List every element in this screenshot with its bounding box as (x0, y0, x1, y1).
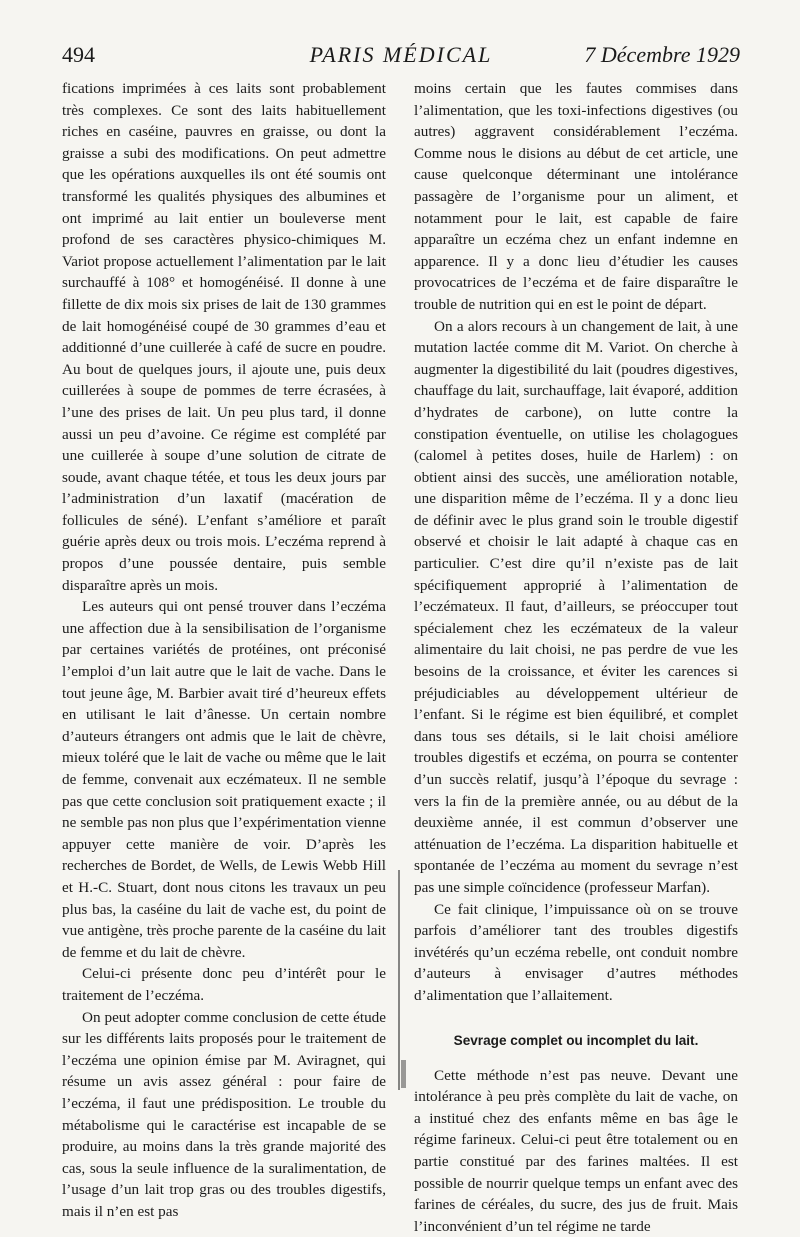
left-column (62, 78, 386, 1222)
left-paragraph-1: fications imprimées à ces laits sont probablement très complexes. Ce sont des laits habituellement riches en caséine, pauvres en graisse, ou dont la graisse a subi des modifications. On peut admettre que les opérations auxquelles ils ont été soumis ont transformé les qualités physiques des albumines et ont imprimé au lait entier un bouleverse ment profond de ses caractères physico-chimiques M. Variot propose actuellement l’alimentation par le lait surchauffé à 108° et homogénéisé. Il donne à une fillette de dix mois six prises de lait de 130 grammes de lait homogénéisé coupé de 30 grammes d’eau et additionné d’une cuillerée à café de sucre en poudre. Au bout de quelques jours, il ajoute une, puis deux cuillerées à soupe de pommes de terre écrasées, à l’une des prises de lait. Un peu plus tard, il donne aussi un peu d’avoine. Ce régime est complété par une cuillerée à soupe d’une solution de citrate de soude, avant chaque tétée, et tous les deux jours par l’administration d’un laxatif (macération de follicules de séné). L’enfant s’améliore et paraît guérie après deux ou trois mois. L’eczéma reprend à propos d’une poussée dentaire, puis semble disparaître après un mois. (62, 80, 386, 594)
section-subheading: Sevrage complet ou incomplet du lait. (453, 1032, 699, 1048)
right-paragraph-2: On a alors recours à un changement de lait, à une mutation lactée comme dit M. Variot. On cherche à augmenter la digestibilité du lait (poudres digestives, chauffage du lait, surchauffage, lait évaporé, addition d’hydrates de carbone), on lutte contre la constipation éventuelle, on utilise les cholagogues (calomel à petites doses, huile de Harlem) : on obtient ainsi des succès, une amélioration notable, une disparition même de l’eczéma. Il y a donc lieu de définir avec le plus grand soin le trouble digestif observé et choisir le lait adapté à chaque cas en particulier. C’est dire qu’il n’existe pas de lait spécifiquement approprié à l’alimentation de l’eczémateux. Il faut, d’ailleurs, se préoccuper tout spécialement chez les eczémateux de la valeur alimentaire du lait choisi, ne pas perdre de vue les besoins de la croissance, et éviter les carences si préjudiciables au développement ultérieur de l’enfant. Si le régime est bien équilibré, et complet dans tous ses détails, si le lait choisi améliore troubles digestifs et eczéma, on pourra se contenter d’un succès relatif, jusqu’à l’époque du sevrage : vers la fin de la première année, ou au début de la deuxième année, il est commun d’observer une atténuation de l’eczéma. La disparition habituelle et spontanée de l’eczéma au moment du sevrage n’est pas une simple coïncidence (professeur Marfan). (414, 317, 738, 896)
binding-margin-mark (398, 870, 410, 1090)
journal-title: PARIS MÉDICAL (309, 42, 493, 67)
left-paragraph-2: Les auteurs qui ont pensé trouver dans l’eczéma une affection due à la sensibilisation de l’organisme par certaines variétés de protéines, ont préconisé l’emploi d’un lait autre que le lait de vache. Dans le tout jeune âge, M. Barbier avait tiré d’heureux effets en utilisant le lait d’ânesse. Un certain nombre d’auteurs étrangers ont admis que le lait de chèvre, mieux toléré que le lait de vache ou même que le lait de femme, convenait aux eczémateux. Il ne semble pas que cette conclusion soit pratiquement exacte ; il ne semble pas non plus que l’expérimentation vienne appuyer cette manière de voir. D’après les recherches de Bordet, de Wells, de Lewis Webb Hill et H.-C. Stuart, dont nous citons les travaux un peu plus bas, la caséine du lait de vache est, du point de vue antigène, très proche parente de la caséine du lait de femme et du lait de chèvre. (62, 598, 386, 961)
left-paragraph-3: Celui-ci présente donc peu d’intérêt pour le traitement de l’eczéma. (62, 965, 386, 1004)
right-paragraph-1: moins certain que les fautes commises dans l’alimentation, que les toxi-infections digestives (ou autres) aggravent considérablement l’eczéma. Comme nous le disions au début de cet article, une cause quelconque déterminant une intolérance passagère de l’organisme pour un aliment, et notamment pour le lait, est capable de faire apparaître un eczéma chez un enfant indemne en apparence. Il y a donc lieu d’étudier les causes provocatrices de l’eczéma et de faire disparaître le trouble de nutrition qui en est le point de départ. (414, 80, 738, 313)
issue-date: 7 Décembre 1929 (584, 42, 740, 67)
right-column (414, 78, 738, 1237)
right-paragraph-4: Cette méthode n’est pas neuve. Devant une intolérance à peu près complète du lait de vache, on a institué chez des enfants même en bas âge le régime farineux. Celui-ci peut être totalement ou en partie constitué par des farines maltées. Il est possible de nourrir quelque temps un enfant avec des farines de céréales, du sucre, des jus de fruit. Mais l’inconvénient d’un tel régime ne tarde (414, 1066, 738, 1235)
left-paragraph-4: On peut adopter comme conclusion de cette étude sur les différents laits proposés pour le traitement de l’eczéma une opinion émise par M. Aviragnet, qui résume un avis assez général : pour faire de l’eczéma, il faut une prédisposition. Le trouble du métabolisme qui le caractérise est incapable de se produire, au moins dans la très grande majorité des cas, sous la seule influence de la suralimentation, de l’usage d’un lait trop gras ou des troubles digestifs, mais il n’en est pas (62, 1008, 386, 1220)
right-paragraph-3: Ce fait clinique, l’impuissance où on se trouve parfois d’améliorer tant des troubles digestifs invétérés qu’un eczéma rebelle, ont conduit nombre d’auteurs à envisager d’autres méthodes d’alimentation que l’allaitement. (414, 900, 738, 1004)
page-header (62, 38, 740, 72)
page-number: 494 (62, 42, 95, 67)
